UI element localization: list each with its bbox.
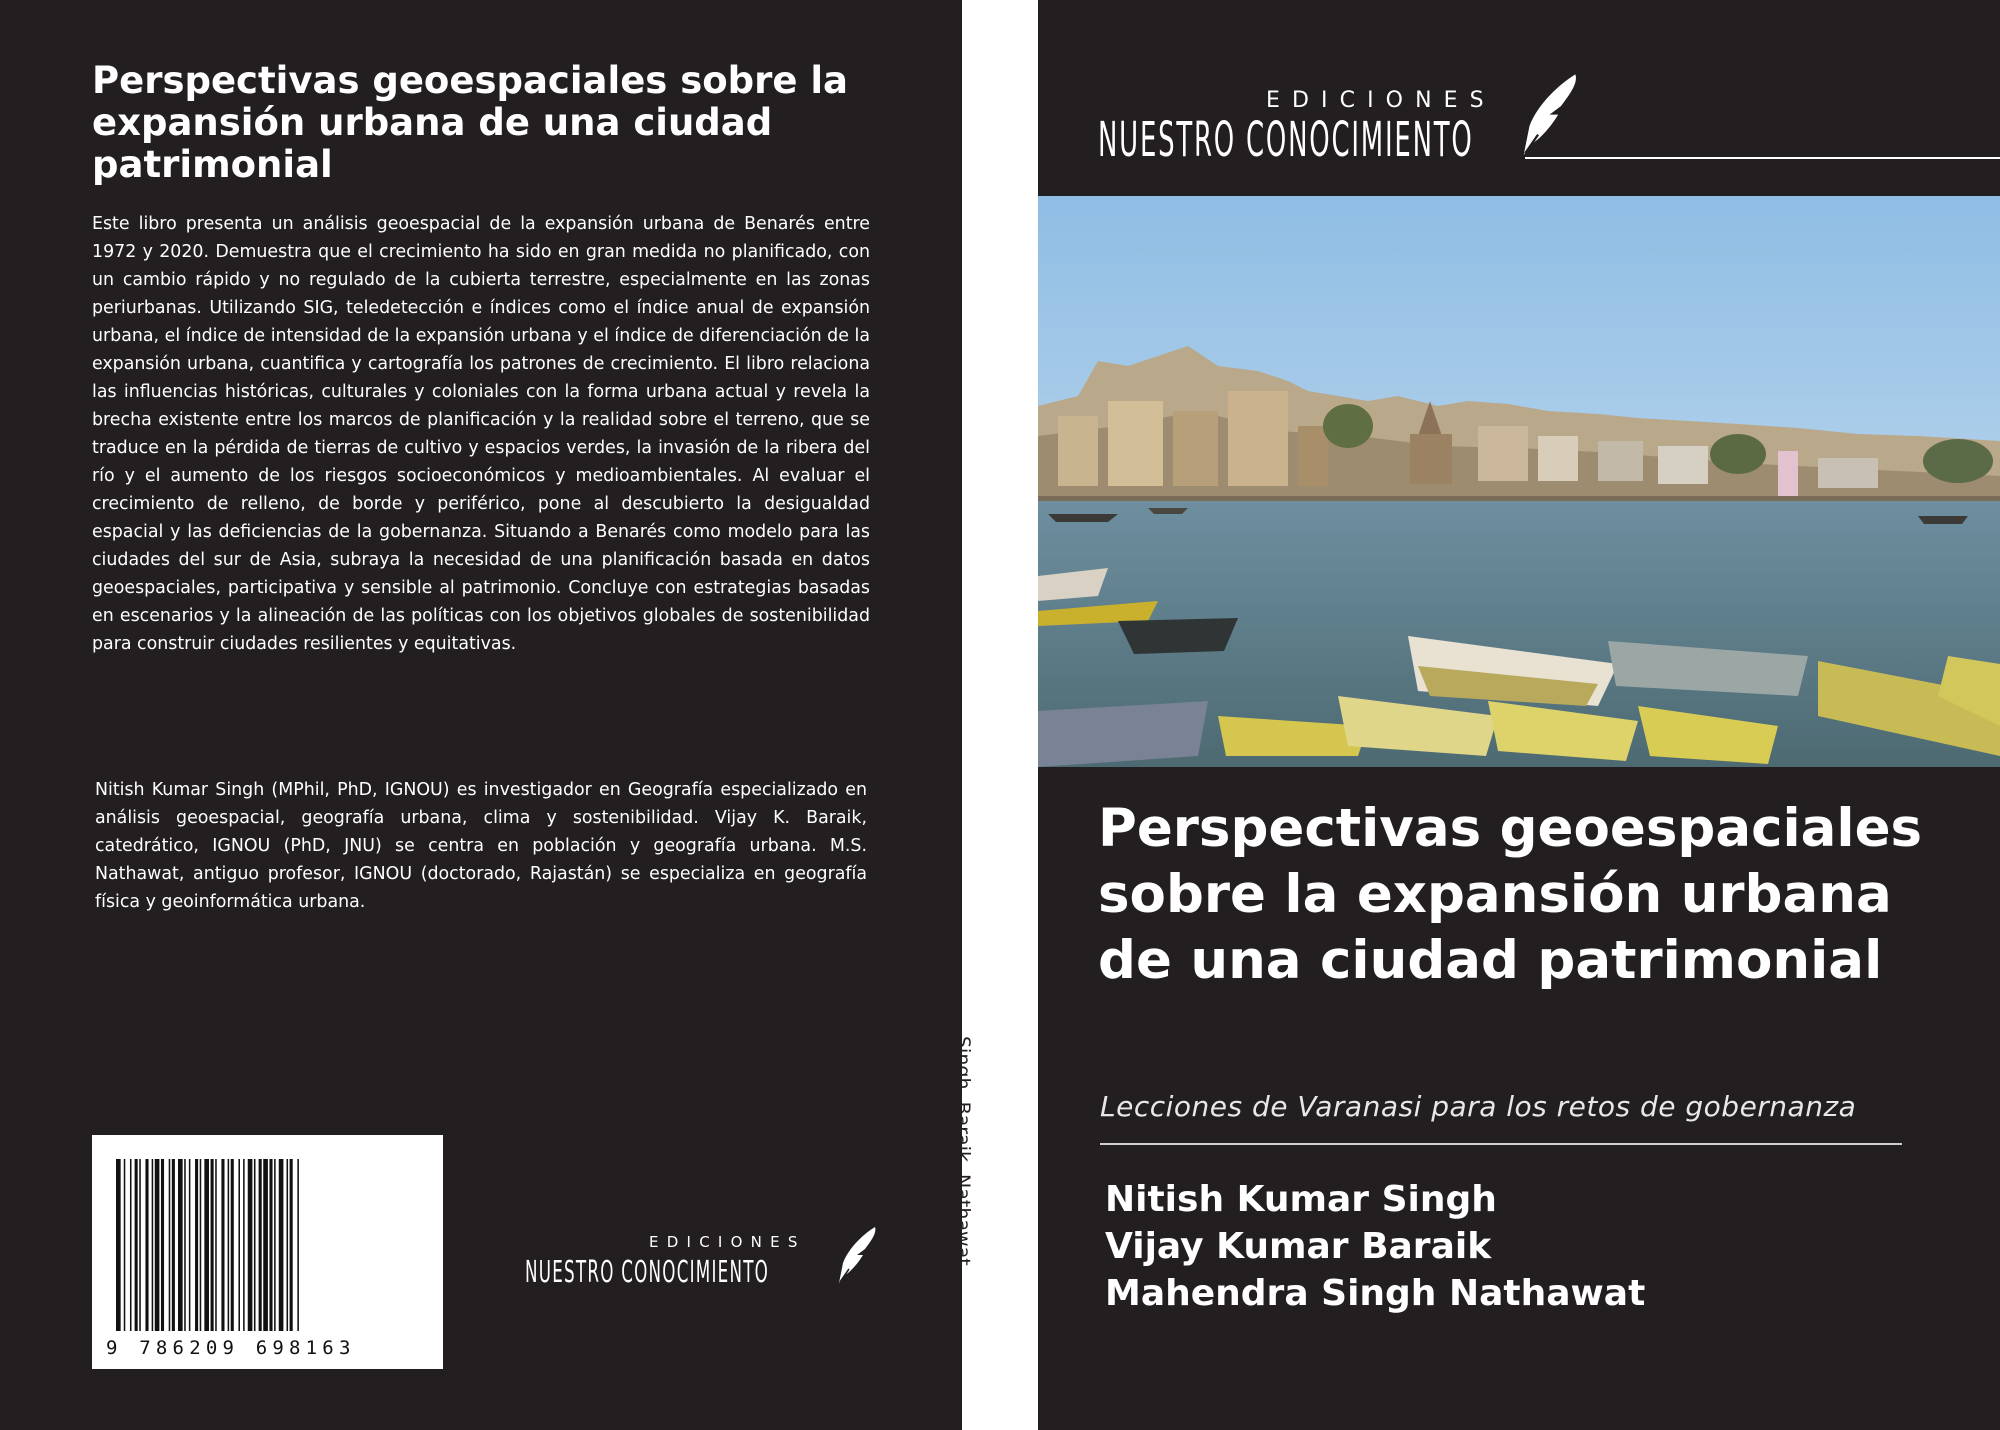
isbn-number: 9 786209 698163 — [106, 1337, 356, 1359]
spine-authors-text: Singh, Baraik, Nathawat — [952, 1036, 974, 1266]
author-name: Vijay Kumar Baraik — [1105, 1226, 1492, 1267]
author-name: Nitish Kumar Singh — [1105, 1179, 1497, 1220]
barcode-bar — [297, 1159, 299, 1331]
barcode-bar — [290, 1159, 293, 1331]
back-cover-title: Perspectivas geoespaciales sobre la expansión urbana de una ciudad patrimonial — [92, 59, 848, 186]
publisher-logo-line1: EDICIONES — [1266, 88, 1496, 113]
barcode-bar — [178, 1159, 183, 1331]
author-name: Mahendra Singh Nathawat — [1105, 1273, 1646, 1314]
varanasi-river-photo — [1038, 196, 2000, 767]
barcode-bar — [254, 1159, 256, 1331]
barcode-bar — [243, 1159, 245, 1331]
barcode-bar — [130, 1159, 132, 1331]
barcode-bar — [195, 1159, 198, 1331]
barcode-bar — [269, 1159, 272, 1331]
back-cover-description: Este libro presenta un análisis geoespacial de la expansión urbana de Benarés entre 1972 y 2020. Demuestra que el crecimiento ha sido en gran medida no planificado, con un cambio rápido y no regulado de la cubierta terrestre, especialmente en las zonas periurbanas. Utilizando SIG, teledetección e índices como el índice anual de expansión urbana, el índice de intensidad de la expansión urbana y el índice de diferenciación de la expansión urbana, cuantifica y cartografía los patrones de crecimiento. El libro relaciona las influencias históricas, culturales y coloniales con la forma urbana actual y revela la brecha existente entre los marcos de planificación y la realidad sobre el terreno, que se traduce en la pérdida de tierras de cultivo y espacios verdes, la invasión de la ribera del río y el aumento de los riesgos socioeconómicos y medioambientales. Al evaluar el crecimiento de relleno, de borde y periférico, pone al descubierto la desigualdad espacial y las deficiencias de la gobernanza. Situando a Benarés como modelo para las ciudades del sur de Asia, subraya la necesidad de una planificación basada en datos geoespaciales, participativa y sensible al patrimonio. Concluye con estrategias basadas en escenarios y la alineación de las políticas con los objetivos globales de sostenibilidad para construir ciudades resilientes y equitativas. — [92, 214, 870, 654]
back-cover-author-bios: Nitish Kumar Singh (MPhil, PhD, IGNOU) es investigador en Geografía especializado en análisis geoespacial, geografía urbana, clima y sostenibilidad. Vijay K. Baraik, catedrático, IGNOU (PhD, JNU) se centra en población y geografía urbana. M.S. Nathawat, antiguo profesor, IGNOU (doctorado, Rajastán) se especializa en geografía física y geoinformática urbana. — [95, 780, 867, 912]
barcode-bar — [189, 1159, 191, 1331]
barcode-bar — [152, 1159, 154, 1331]
barcode-bars — [116, 1159, 419, 1331]
barcode-bar — [135, 1159, 138, 1331]
barcode-bar — [238, 1159, 240, 1331]
barcode-bar — [161, 1159, 164, 1331]
barcode-bar — [279, 1159, 284, 1331]
barcode-bar — [263, 1159, 268, 1331]
barcode-bar — [274, 1159, 276, 1331]
barcode-bar — [116, 1159, 121, 1331]
barcode-bar — [200, 1159, 202, 1331]
publisher-logo-line1: EDICIONES — [649, 1233, 806, 1251]
cover-photo — [1038, 196, 2000, 767]
publisher-logo-line2: NUESTRO CONOCIMIENTO — [1098, 112, 1474, 168]
spine-authors — [952, 1036, 974, 1430]
barcode-bar — [139, 1159, 141, 1331]
logo-underline — [1525, 157, 2000, 159]
subtitle-divider — [1100, 1143, 1902, 1145]
barcode-bar — [172, 1159, 175, 1331]
fountain-pen-nib-icon — [835, 1225, 881, 1287]
barcode-bar — [228, 1159, 230, 1331]
barcode-bar — [221, 1159, 224, 1331]
barcode-bar — [155, 1159, 160, 1331]
barcode-bar — [287, 1159, 289, 1331]
publisher-logo-line2: NUESTRO CONOCIMIENTO — [525, 1255, 770, 1290]
barcode-bar — [184, 1159, 186, 1331]
fountain-pen-nib-icon — [1518, 70, 1584, 162]
barcode-bar — [145, 1159, 148, 1331]
barcode-bar — [248, 1159, 253, 1331]
front-cover-subtitle: Lecciones de Varanasi para los retos de gobernanza — [1100, 1090, 1857, 1123]
barcode-bar — [259, 1159, 262, 1331]
front-cover-authors — [1105, 1176, 1965, 1317]
barcode-bar — [231, 1159, 234, 1331]
isbn-barcode — [92, 1135, 443, 1369]
barcode-bar — [124, 1159, 126, 1331]
front-cover-title: Perspectivas geoespaciales sobre la expansión urbana de una ciudad patrimonial — [1098, 798, 1923, 991]
barcode-bar — [211, 1159, 214, 1331]
barcode-bar — [169, 1159, 171, 1331]
barcode-bar — [215, 1159, 217, 1331]
barcode-bar — [204, 1159, 209, 1331]
